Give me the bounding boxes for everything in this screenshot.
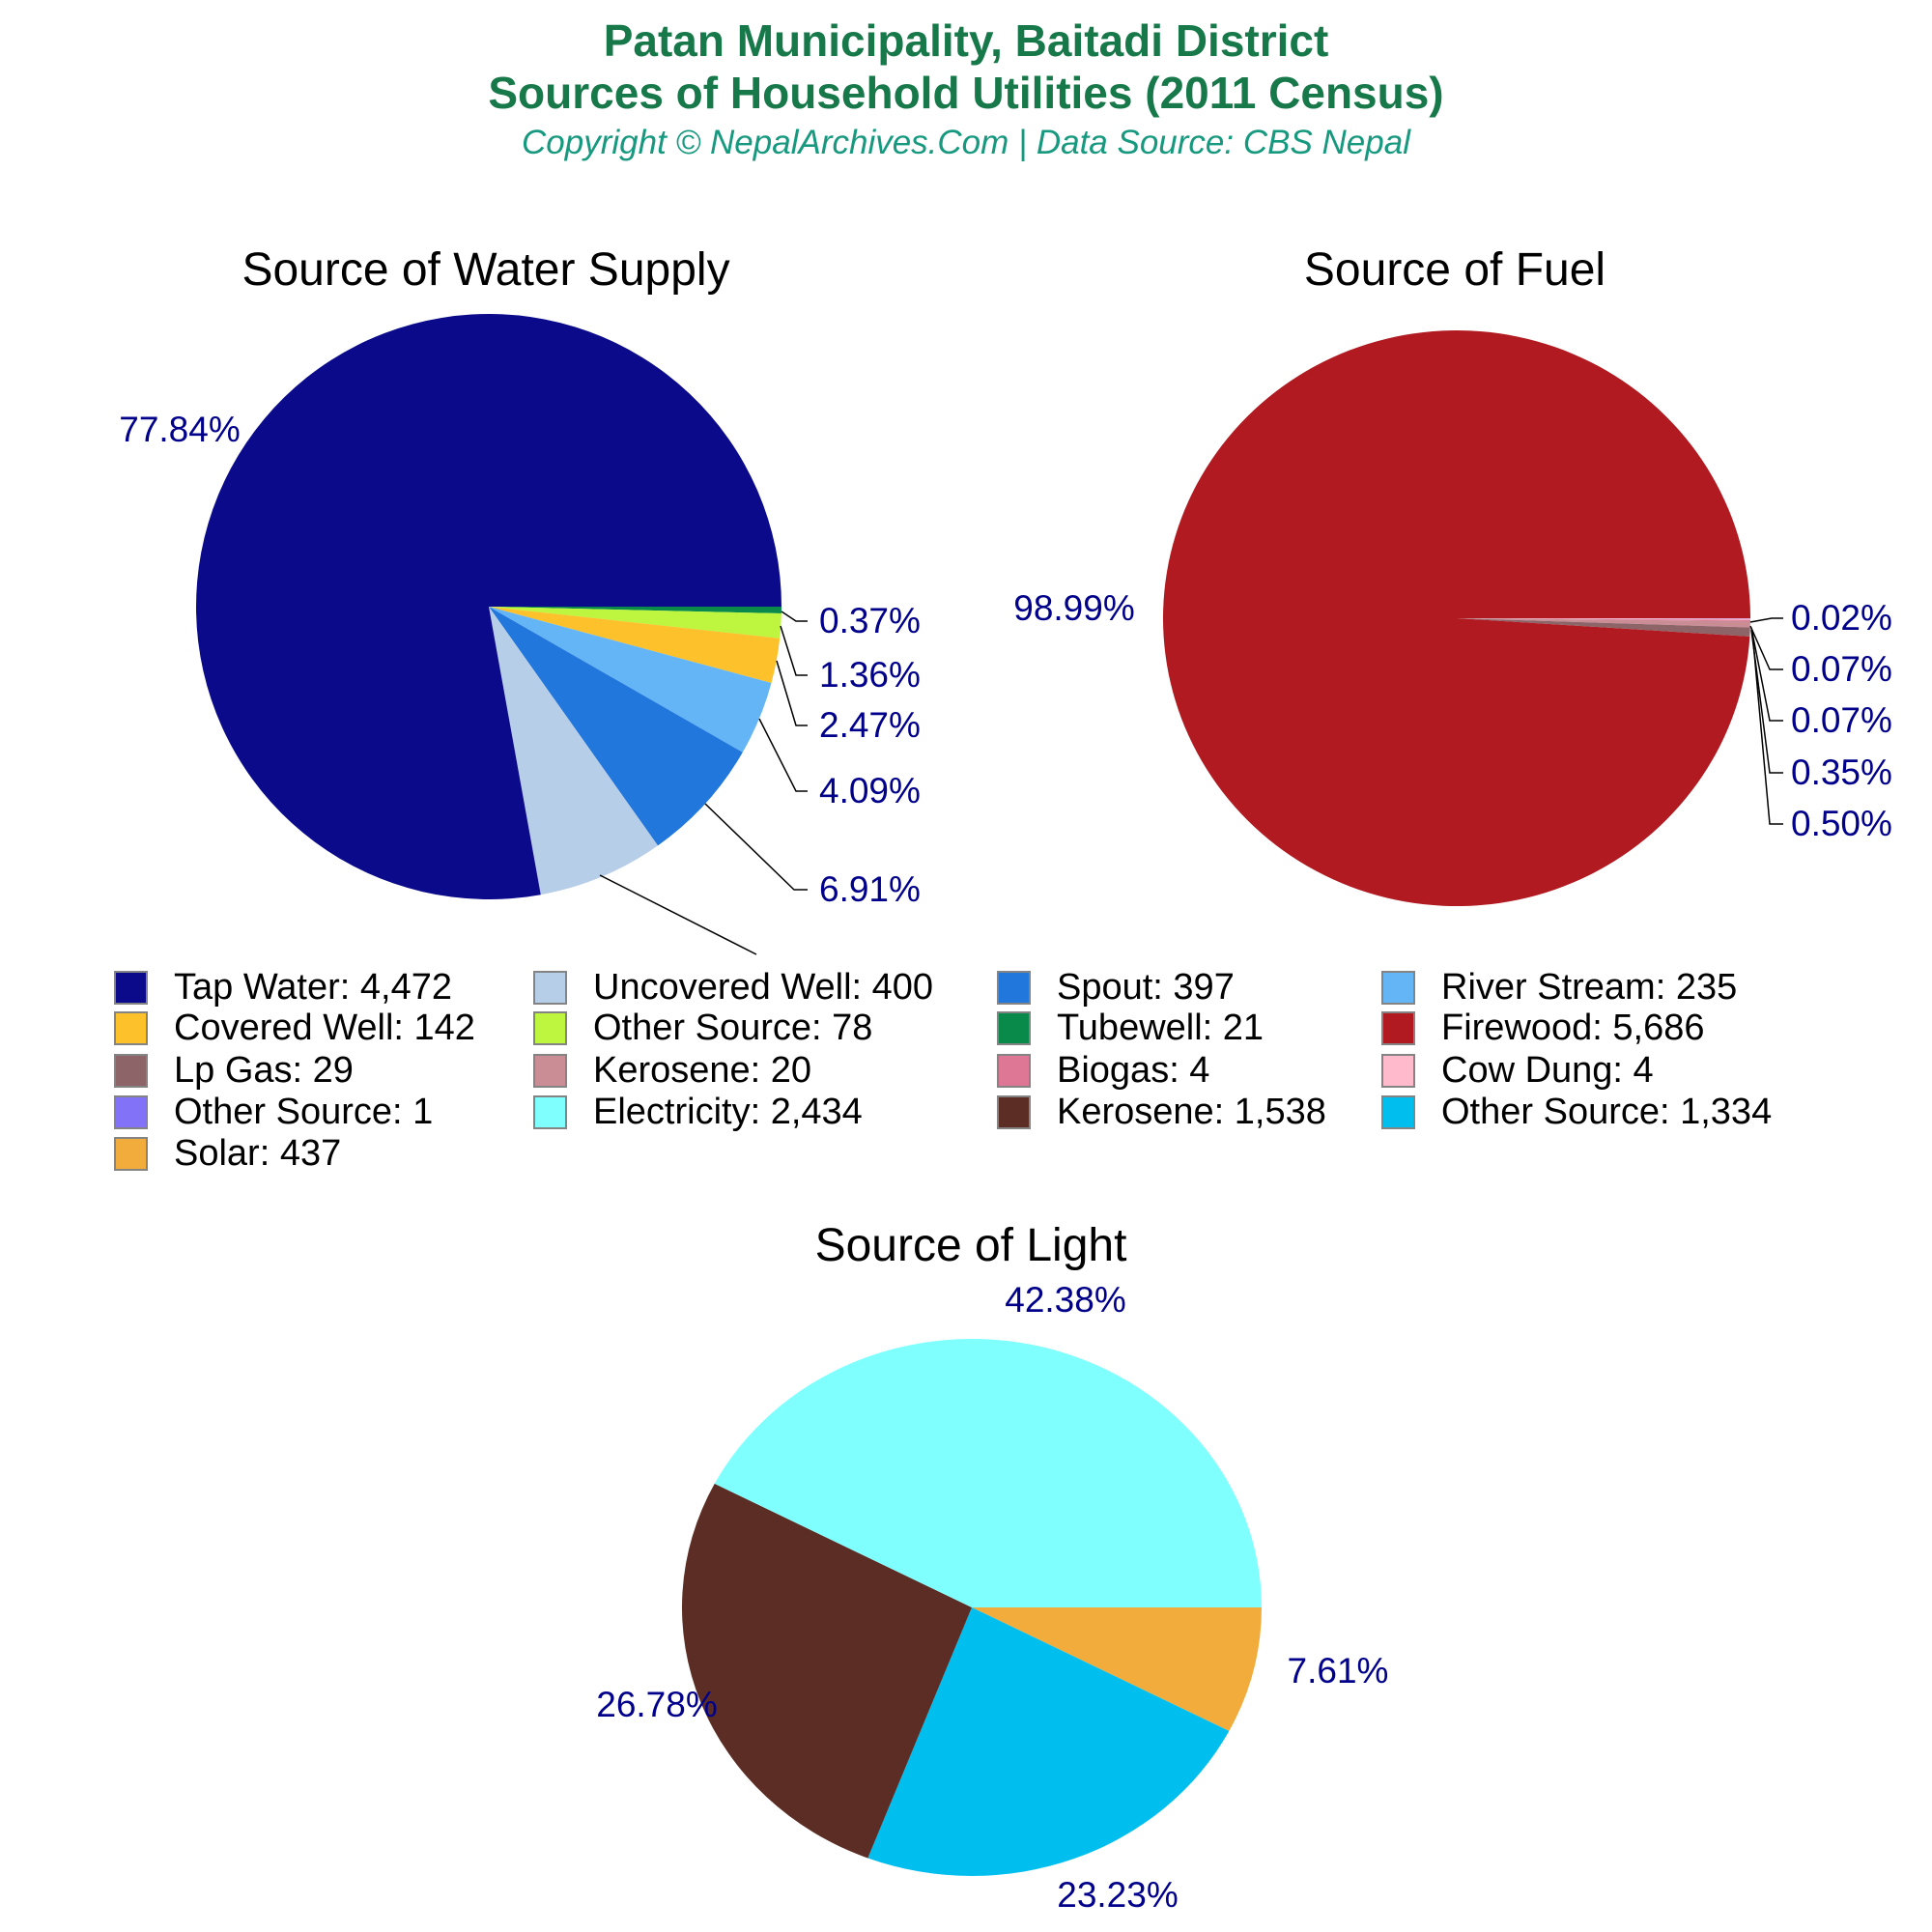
legend-item-covered-well (114, 1008, 475, 1048)
leader-line (705, 804, 808, 890)
legend-swatch (1381, 1011, 1415, 1045)
page-title-line1: Patan Municipality, Baitadi District (603, 15, 1329, 66)
fuel-pie-title: Source of Fuel (1303, 244, 1606, 296)
water-pct-river-stream: 4.09% (819, 771, 921, 810)
legend-item-lp-gas (114, 1050, 354, 1091)
legend-swatch (1381, 1095, 1415, 1129)
legend-label: Other Source: 78 (593, 1008, 873, 1048)
legend-item-tap-water (114, 967, 452, 1008)
legend-item-tubewell (997, 1008, 1264, 1048)
legend-label: Tap Water: 4,472 (174, 967, 452, 1008)
legend-swatch (533, 971, 567, 1005)
leader-line (781, 611, 808, 621)
light-pct-electricity: 42.38% (1005, 1280, 1126, 1320)
legend-label: Uncovered Well: 400 (593, 967, 934, 1008)
fuel-pct-other-source: 0.02% (1791, 598, 1892, 638)
legend-swatch (114, 1054, 148, 1088)
light-pct-solar: 7.61% (1287, 1651, 1389, 1690)
legend-item-electricity (533, 1092, 863, 1132)
leader-line (600, 875, 756, 954)
leader-line (1750, 618, 1783, 622)
legend-label: Other Source: 1 (174, 1092, 434, 1132)
light-pie-title: Source of Light (814, 1220, 1127, 1271)
water-pct-tap-water: 77.84% (119, 410, 241, 449)
legend-swatch (533, 1011, 567, 1045)
legend-label: Solar: 437 (174, 1133, 342, 1174)
leader-line (759, 719, 808, 791)
light-pie (682, 1339, 1262, 1876)
legend-item-other-source (1381, 1092, 1773, 1132)
water-pie (196, 314, 781, 899)
water-pct-tubewell: 0.37% (819, 601, 921, 640)
legend-swatch (1381, 1054, 1415, 1088)
legend-label: Electricity: 2,434 (593, 1092, 863, 1132)
legend-item-spout (997, 967, 1235, 1008)
legend-swatch (114, 971, 148, 1005)
light-pct-kerosene: 26.78% (596, 1685, 718, 1724)
copyright-subtitle: Copyright © NepalArchives.Com | Data Source: CBS Nepal (522, 124, 1410, 161)
light-pct-other-source: 23.23% (1057, 1875, 1179, 1915)
legend-label: Biogas: 4 (1057, 1050, 1210, 1091)
water-pie-title: Source of Water Supply (242, 244, 730, 296)
legend-item-river-stream (1381, 967, 1738, 1008)
legend-item-kerosene (997, 1092, 1326, 1132)
legend-item-uncovered-well (533, 967, 934, 1008)
legend-label: Tubewell: 21 (1057, 1008, 1264, 1048)
leader-line (781, 626, 808, 675)
legend-swatch (997, 1011, 1031, 1045)
legend-label: Other Source: 1,334 (1441, 1092, 1773, 1132)
legend-swatch (114, 1011, 148, 1045)
water-pct-spout: 6.91% (819, 869, 921, 909)
legend-swatch (997, 971, 1031, 1005)
water-pct-covered-well: 2.47% (819, 705, 921, 745)
fuel-pct-lp-gas: 0.50% (1791, 804, 1892, 843)
legend-swatch (1381, 971, 1415, 1005)
fuel-pct-cow-dung: 0.07% (1791, 649, 1892, 689)
legend-swatch (997, 1095, 1031, 1129)
water-pct-other-source: 1.36% (819, 655, 921, 695)
legend-swatch (114, 1137, 148, 1171)
legend-item-biogas (997, 1050, 1210, 1091)
legend-item-other-source (533, 1008, 873, 1048)
legend-swatch (114, 1095, 148, 1129)
legend-swatch (533, 1095, 567, 1129)
legend-item-kerosene (533, 1050, 812, 1091)
legend-swatch (533, 1054, 567, 1088)
legend-label: Kerosene: 20 (593, 1050, 812, 1091)
fuel-pie (1163, 330, 1750, 906)
legend-swatch (997, 1054, 1031, 1088)
fuel-leader-lines (1750, 618, 1783, 824)
legend-item-cow-dung (1381, 1050, 1654, 1091)
legend-label: Covered Well: 142 (174, 1008, 475, 1048)
leader-line (1752, 632, 1783, 824)
legend-label: River Stream: 235 (1441, 967, 1738, 1008)
legend-label: Cow Dung: 4 (1441, 1050, 1654, 1091)
fuel-pct-firewood: 98.99% (1013, 588, 1135, 628)
legend-item-other-source (114, 1092, 434, 1132)
legend-item-firewood (1381, 1008, 1705, 1048)
fuel-pct-biogas: 0.07% (1791, 700, 1892, 740)
legend-label: Lp Gas: 29 (174, 1050, 354, 1091)
fuel-pct-kerosene: 0.35% (1791, 753, 1892, 792)
legend-label: Spout: 397 (1057, 967, 1235, 1008)
legend-item-solar (114, 1133, 342, 1174)
page-title-line2: Sources of Household Utilities (2011 Census) (488, 68, 1444, 118)
legend-label: Firewood: 5,686 (1441, 1008, 1705, 1048)
leader-line (777, 661, 808, 725)
legend-label: Kerosene: 1,538 (1057, 1092, 1326, 1132)
